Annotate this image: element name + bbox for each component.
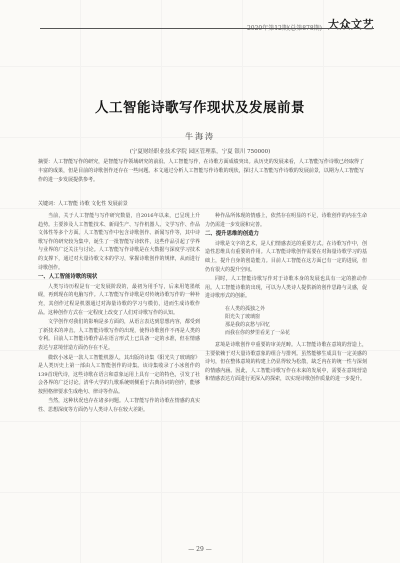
poem-excerpt	[225, 305, 367, 337]
article-title: 人工智能诗歌写作现状及发展前景	[95, 100, 305, 116]
body-paragraph: 当然，这种状况也存在诸多问题。人工智能写作的诗歌在情感的真实性、思想深度等方面仍与人类诗人存在较大差距。	[38, 398, 200, 414]
section-heading: 二、提升思维的创造力	[205, 231, 259, 238]
poem-line: 那是我的哀愁与回忆	[225, 321, 271, 328]
body-paragraph: 意境是诗歌创作中重要的审美范畴。人工智能诗歌在意境的营造上，主要依赖于对大量诗歌意象的组合与排列。虽然能够生成具有一定美感的诗句，但在整体意境的构建上仍显得较为松散，缺乏内在的统一性与深刻的情感内涵。因此，人工智能诗歌写作在未来的发展中，需要在意境营造和情感表达方面进行更深入的探索，以实现诗歌创作质量的进一步提升。	[205, 341, 367, 383]
body-column-right	[205, 212, 367, 385]
body-paragraph: 人类写诗历程是有一定发展阶段的，最初为用手写，后来用笔墨纸砚，再到现在的电脑写作。人工智能写作诗歌是对传统诗歌写作的一种补充，其创作过程是机器通过对海量诗歌的学习与模仿，进而生成诗歌作品。这种创作方式在一定程度上改变了人们对诗歌写作的认知。	[38, 283, 200, 316]
body-paragraph: 文学创作对我们的影响是多方面的，从语言表达到思想内容，都受到了新技术的冲击。人工智能诗歌写作的出现，使得诗歌创作不再是人类的专利。目前人工智能诗歌作品在语言形式上已具备一定的水准，但在情感表达与意境营造方面仍存在不足。	[38, 319, 200, 351]
header-rule	[40, 28, 374, 29]
poem-line: 阳光失了玻璃窗	[225, 313, 261, 320]
section-heading: 一、人工智能诗歌的现状	[38, 274, 98, 281]
journal-logo: 大众文艺	[328, 18, 374, 31]
poem-line: 而我在你的梦里看见了一朵花	[225, 329, 291, 336]
body-paragraph: 同时，人工智能诗歌写作对于诗歌本身的发展也具有一定的推动作用。人工智能诗歌的出现，可以为人类诗人提供新的创作思路与灵感，促进诗歌形式的创新。	[205, 276, 367, 300]
issue-info: 2020年第12期(总第878期)	[246, 25, 322, 32]
poem-line: 在人类的孤独之外	[225, 305, 266, 312]
body-column-left	[38, 212, 200, 416]
page-number: — 29 —	[188, 546, 212, 553]
journal-header	[247, 16, 374, 32]
body-paragraph: 诗歌是文字的艺术，是人们情感表达的重要方式。在诗歌写作中，创造性思维具有重要的作用。人工智能诗歌创作需要在对海量诗歌学习的基础上，提升自身的创造能力。目前人工智能在这方面已有一定的进展，但仍有很大的提升空间。	[205, 240, 367, 273]
body-paragraph: 种作品所体现的情感上，依然存在明显的不足，诗歌创作的内在生命力仍需进一步发展和完善。	[205, 213, 367, 228]
author-affiliation: (宁夏财经职业技术学院 园区管理系，宁夏 银川 750000)	[129, 149, 271, 155]
article-abstract: 摘要：人工智能写作的研究，是智能写作领域研究的前沿。人工智能写作，在诗歌方面成绩突出。从历史的发展来看，人工智能写作诗歌已经取得了丰富的成果，但是目前的诗歌创作还存在一些问题。本文通过分析人工智能写作诗歌的现状，探讨人工智能写作诗歌的发展前景，以期为人工智能写作的进一步发展提供参考。	[38, 159, 364, 183]
article-keywords: 关键词：人工智能 诗歌 文化性 发展前景	[38, 201, 128, 207]
body-paragraph: 微软小冰是一款人工智能机器人，其出版的诗集《阳光失了玻璃窗》是人类历史上第一部由人工智能创作的诗集。该诗集收录了小冰创作的139首现代诗，这些诗歌在语言和意象运用上具有一定的特色，引发了社会各界的广泛讨论。清华大学的九歌系统则侧重于古典诗词的创作，能够按照格律要求生成绝句、律诗等作品。	[38, 354, 200, 395]
body-paragraph: 当前，关于人工智能与写作研究数量，自2016年以来，已呈现上升趋势。主要涉及人工智能技术、新闻生产、写作机器人、文学写作、作品文体性等多个方面。人工智能写作中包含诗歌创作、新闻写作等，其中诗歌写作的研究较为集中，诞生了一批智能写诗软件，这些作品引起了学界与业界的广泛关注与讨论。人工智能写作诗歌是在大数据与深度学习技术的支撑下，通过对大量诗歌文本的学习，掌握诗歌创作的规律，从而进行诗歌创作。	[38, 213, 200, 271]
article-author: 牛海涛	[185, 132, 215, 141]
